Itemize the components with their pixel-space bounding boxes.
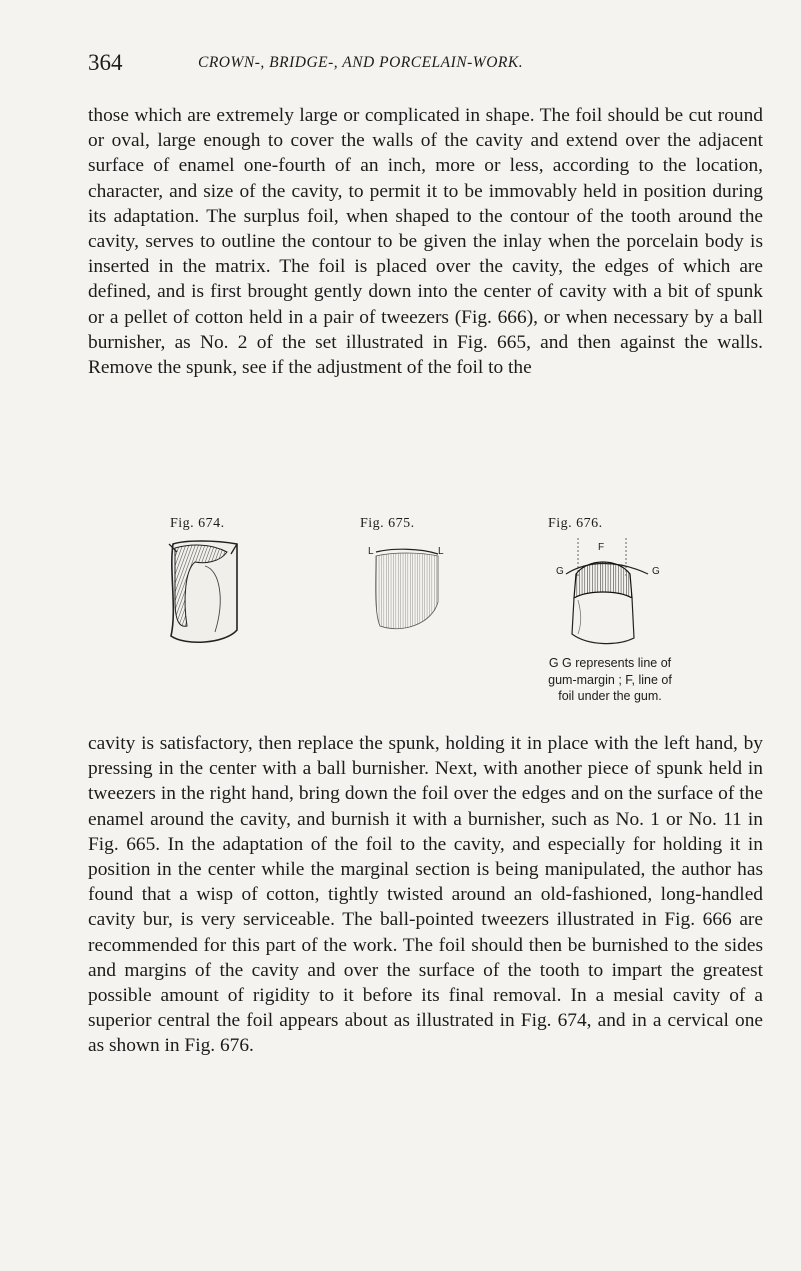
fig-674-illustration [165, 540, 245, 650]
fig-675-label: Fig. 675. [360, 516, 415, 531]
fig-675-illustration [362, 542, 452, 642]
fig-676-mark-left: G [556, 566, 564, 577]
fig-674-label: Fig. 674. [170, 516, 225, 531]
paragraph-2: cavity is satisfactory, then replace the spunk, holding it in place with the left hand, by pressing in the center with a ball burnisher. Next, with another piece of spunk held in tweezers in the right hand, bring down the foil over the edges and on the surface of the enamel around the cavity, and burnish it with a burnisher, such as No. 1 or No. 11 in Fig. 665. In the adaptation of the foil to the cavity, and especially for holding it in position in the center while the marginal section is being manipulated, the author has found that a wisp of cotton, tightly twisted around an old-fashioned, long-handled cavity bur, is very serviceable. The ball-pointed tweezers illustrated in Fig. 666 are recommended for this part of the work. The foil should then be burnished to the sides and margins of the cavity and over the surface of the tooth to impart the greatest possible amount of rigidity to it before its final removal. In a mesial cavity of a superior central the foil appears about as illustrated in Fig. 674, and in a cervical one as shown in Fig. 676. [88, 733, 763, 1057]
paragraph-1: those which are extremely large or complicated in shape. The foil should be cut round or oval, large enough to cover the walls of the cavity and extend over the adjacent surface of enamel one-fourth of an inch, more or less, according to the location, character, and size of the cavity, to permit it to be immovably held in position during its adaptation. The surplus foil, when shaped to the contour of the tooth around the cavity, serves to outline the contour to be given the inlay when the porcelain body is inserted in the matrix. The foil is placed over the cavity, the edges of which are defined, and is first brought gently down into the center of cavity with a bit of spunk or a pellet of cotton held in a pair of tweezers (Fig. 666), or when necessary by a ball burnisher, as No. 2 of the set illustrated in Fig. 665, and then against the walls. Remove the spunk, see if the adjustment of the foil to the [88, 105, 763, 379]
fig-676-mark-right: G [652, 566, 660, 577]
tooth-cervical-foil-drawing [548, 538, 668, 653]
fig-676-caption: G G represents line of gum-margin ; F, line of foil under the gum. [548, 656, 672, 703]
fig-675-mark-right: L [438, 546, 444, 557]
fig-676-mark-top: F [598, 542, 605, 553]
page-header [88, 50, 768, 84]
inlay-drawing [362, 542, 452, 642]
tooth-mesial-foil-drawing [165, 540, 245, 650]
page-number: 364 [88, 50, 123, 75]
fig-676-label: Fig. 676. [548, 516, 603, 531]
fig-676-illustration [548, 538, 668, 653]
running-head: CROWN-, BRIDGE-, AND PORCELAIN-WORK. [198, 54, 524, 71]
fig-675-mark-left: L [368, 546, 374, 557]
